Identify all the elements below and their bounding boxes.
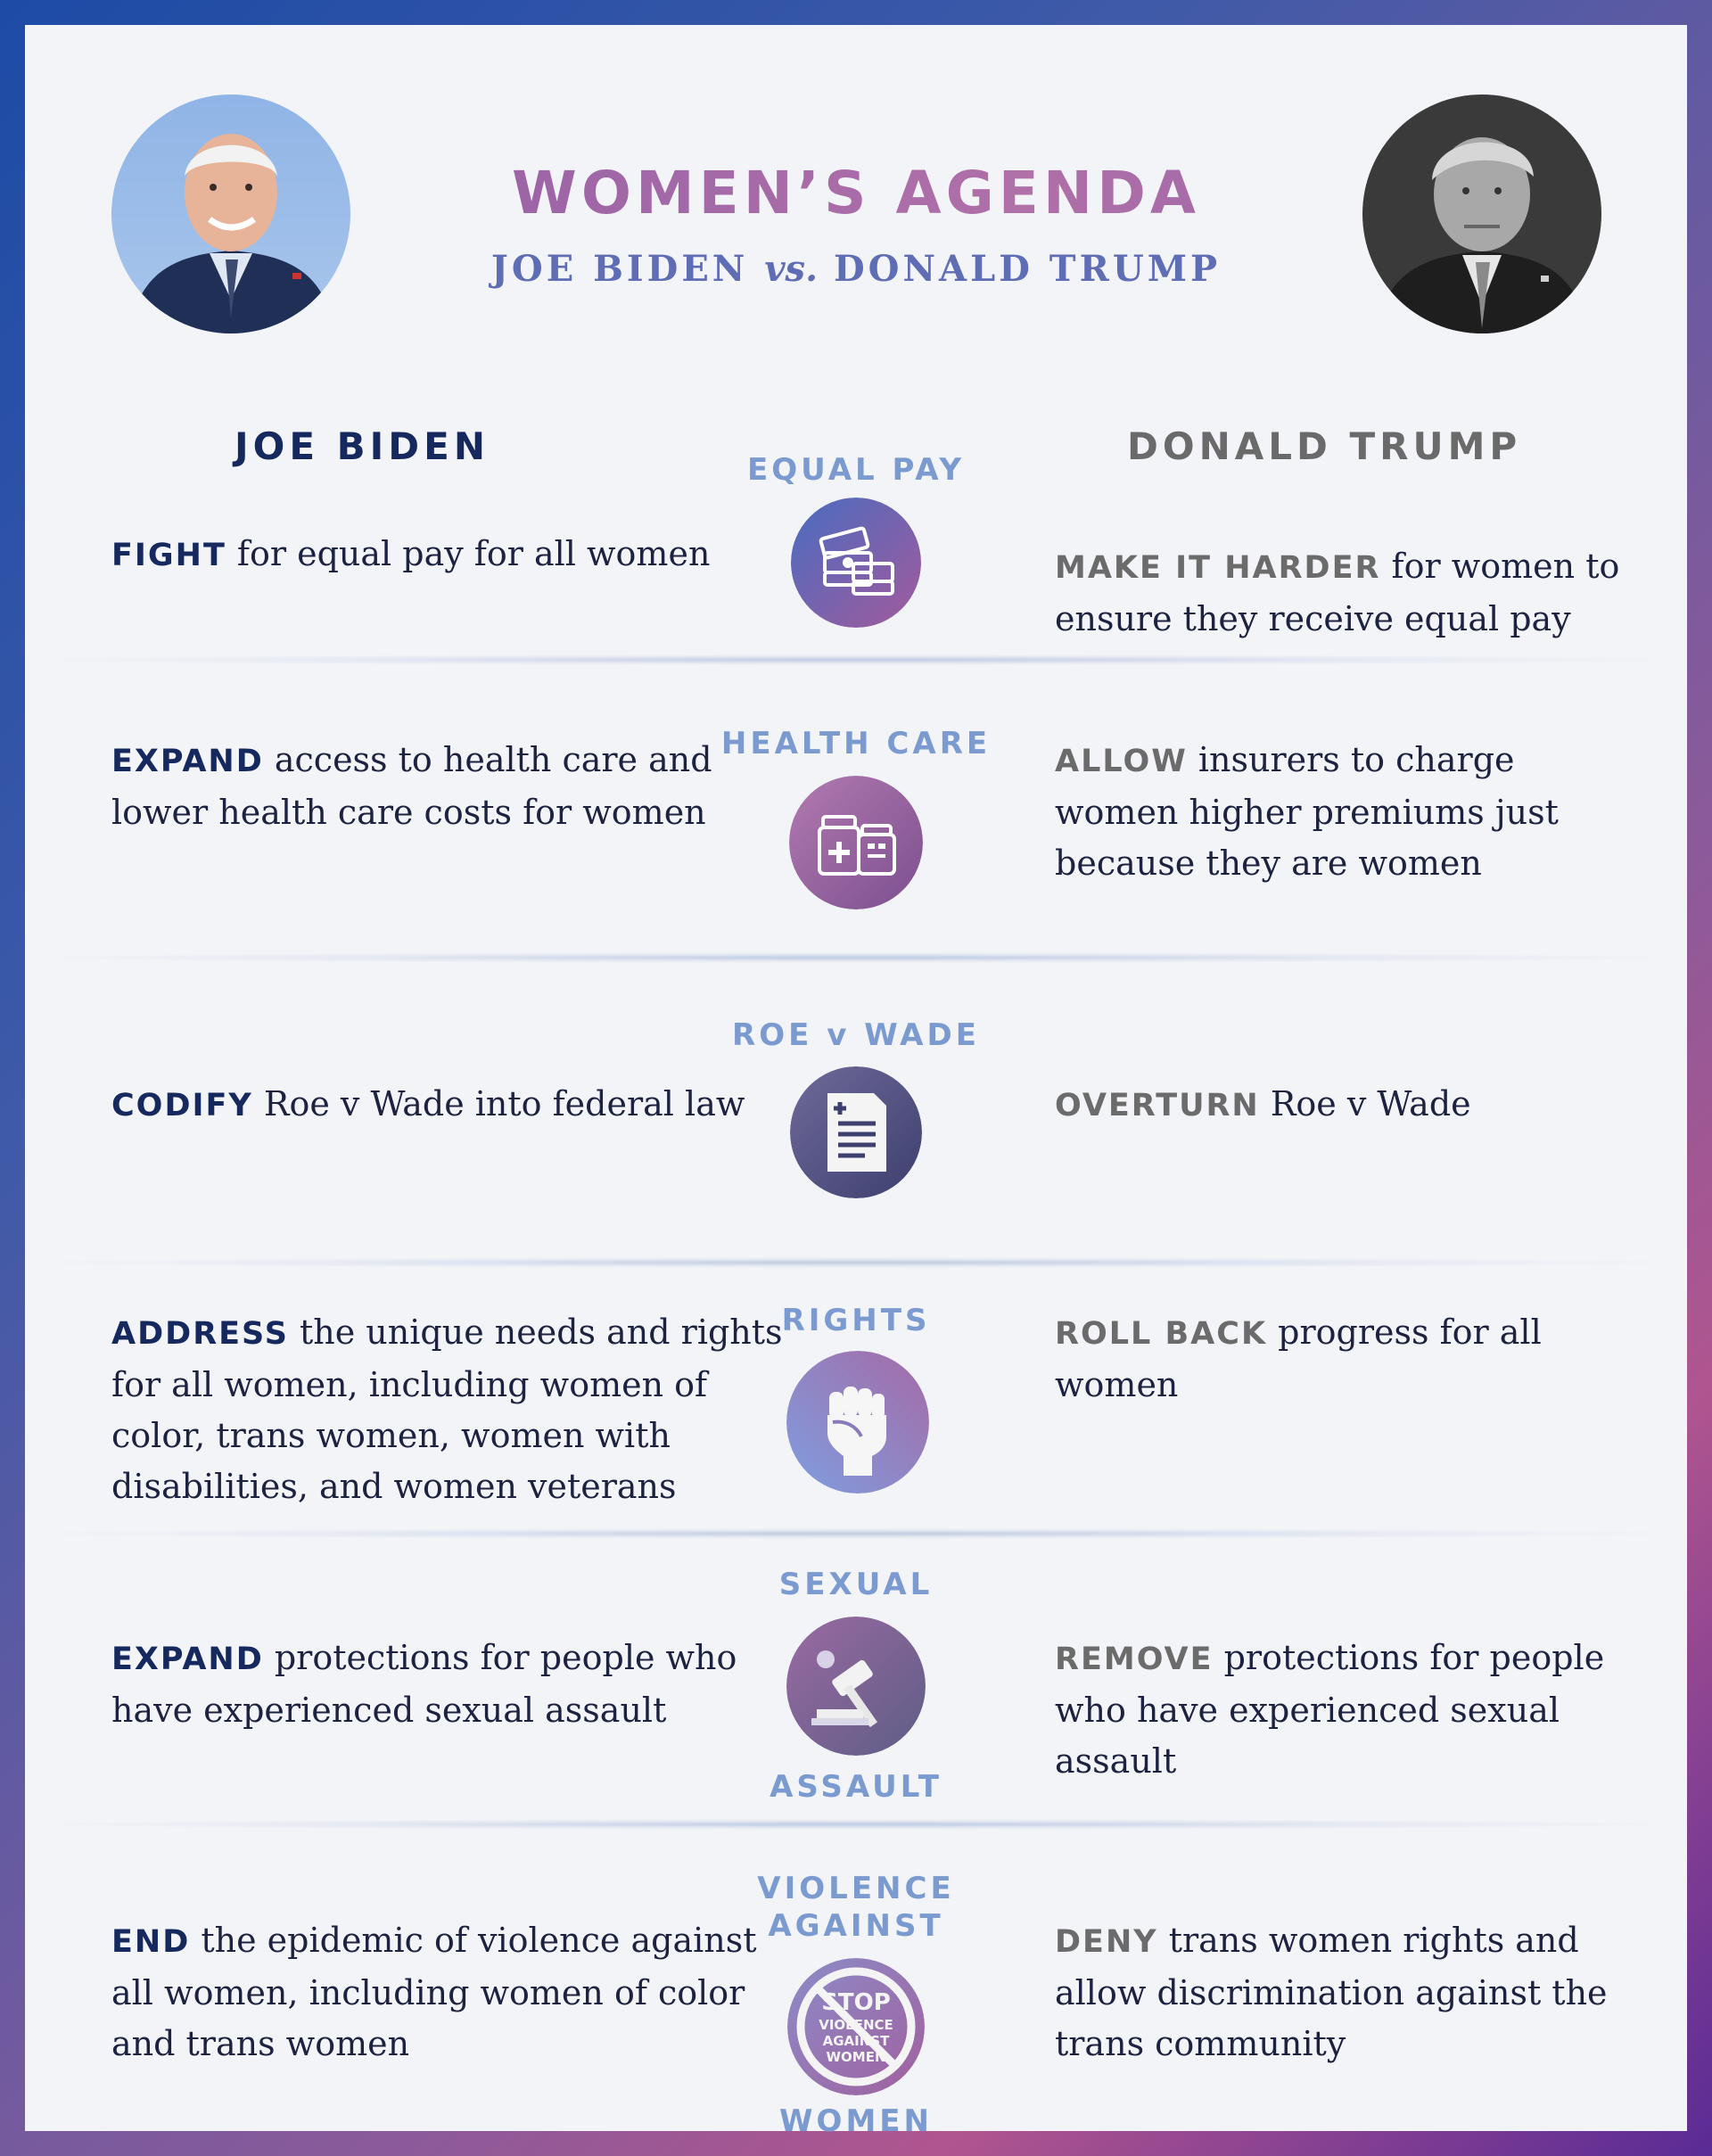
right-text: progress for all women [1055,1313,1542,1404]
right-text: Roe v Wade [1259,1084,1471,1123]
category-label-roe-v-wade: ROE v WADE [732,1017,980,1053]
infographic-panel [25,25,1687,2139]
left-text: access to health care and lower health care costs for women [111,740,712,832]
sign-word-violence: VIOLENCE [819,2017,893,2033]
left-keyword: EXPAND [111,1642,264,1677]
right-statement-violence [1055,1915,1643,2070]
row-divider [61,1819,1651,1830]
right-column-heading: DONALD TRUMP [1127,424,1522,468]
subtitle-right-name: DONALD TRUMP [833,248,1222,290]
left-keyword: END [111,1924,191,1960]
right-statement-sexual-assault [1055,1633,1643,1787]
right-statement-equal-pay [1055,541,1643,645]
category-label-assault: ASSAULT [770,1769,942,1805]
sign-word-women: WOMEN [826,2049,886,2065]
right-statement-rights [1055,1307,1643,1411]
money-icon [791,498,921,628]
right-keyword: ALLOW [1055,744,1188,779]
right-keyword: OVERTURN [1055,1088,1260,1123]
left-statement-roe-v-wade [111,1079,789,1131]
left-keyword: ADDRESS [111,1316,289,1352]
gavel-icon [786,1617,926,1756]
category-label-violence: VIOLENCE [757,1871,955,1906]
medicine-icon [789,776,923,909]
left-statement-violence [111,1915,789,2070]
row-divider [61,952,1651,963]
stop-violence-sign-icon [787,1958,925,2095]
left-keyword: FIGHT [111,538,226,573]
left-statement-rights [111,1307,789,1512]
right-statement-roe-v-wade [1055,1079,1643,1131]
subtitle-left-name: JOE BIDEN [490,248,749,290]
right-keyword: MAKE IT HARDER [1055,550,1381,586]
raised-fist-icon [786,1351,929,1494]
left-keyword: EXPAND [111,744,264,779]
left-keyword: CODIFY [111,1088,253,1123]
subtitle-vs: vs. [764,248,818,290]
left-statement-sexual-assault [111,1633,789,1736]
right-keyword: ROLL BACK [1055,1316,1268,1352]
sign-word-stop: STOP [821,1989,891,2016]
left-statement-equal-pay [111,529,789,581]
row-divider [61,1528,1651,1539]
row-divider [61,1257,1651,1268]
category-label-rights: RIGHTS [781,1303,931,1338]
left-text: protections for people who have experienced sexual assault [111,1638,737,1730]
category-label-sexual: SEXUAL [778,1567,934,1602]
category-label-health-care: HEALTH CARE [720,726,992,761]
left-text: for equal pay for all women [226,534,711,573]
page-title: WOMEN’S AGENDA [25,159,1687,227]
left-text: Roe v Wade into federal law [252,1084,745,1123]
document-icon [790,1066,922,1198]
sign-word-against: AGAINST [822,2033,890,2049]
left-text: the unique needs and rights for all women, including women of color, trans women, women with disabilities, and women veterans [111,1313,783,1506]
right-text: protections for people who have experienced sexual assault [1055,1638,1605,1781]
left-column-heading: JOE BIDEN [235,424,490,468]
right-keyword: DENY [1055,1924,1158,1960]
left-statement-health-care [111,735,789,838]
right-keyword: REMOVE [1055,1642,1214,1677]
right-text: for women to ensure they receive equal pay [1055,547,1620,638]
right-text: insurers to charge women higher premiums just because they are women [1055,740,1559,883]
category-label-women: WOMEN [779,2103,933,2139]
row-divider [61,654,1651,665]
page-subtitle [25,248,1687,290]
category-label-against: AGAINST [768,1908,944,1944]
left-text: the epidemic of violence against all women, including women of color and trans women [111,1921,757,2063]
right-statement-health-care [1055,735,1643,889]
category-label-equal-pay: EQUAL PAY [747,452,965,488]
right-text: trans women rights and allow discrimination against the trans community [1055,1921,1608,2063]
